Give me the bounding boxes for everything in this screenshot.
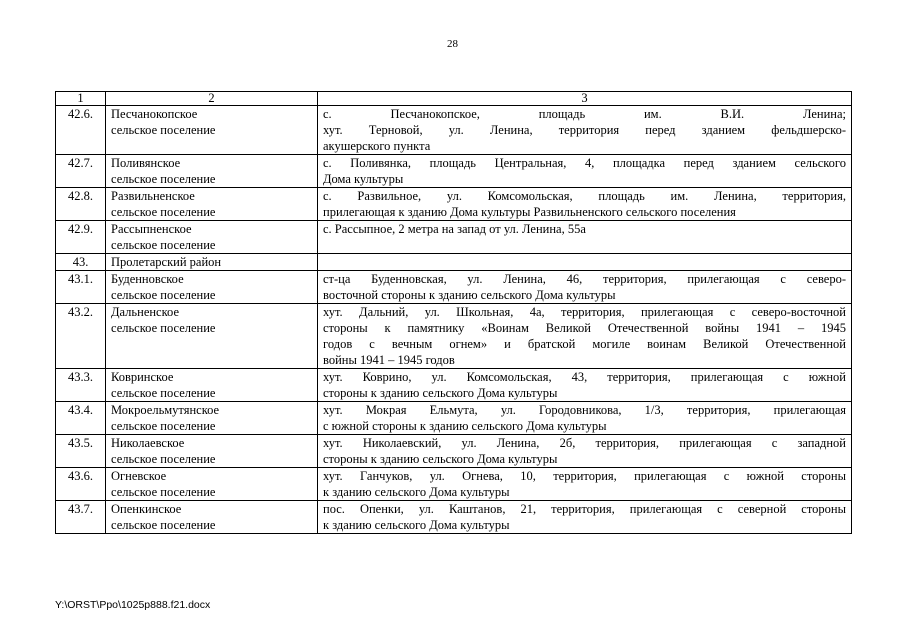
location-address — [318, 501, 852, 534]
address-line: хут. Дальний, ул. Школьная, 4а, территория, прилегающая с северо-восточной — [323, 305, 846, 319]
table-row — [56, 188, 852, 221]
address-line: хут. Коврино, ул. Комсомольская, 43, территория, прилегающая с южной — [323, 370, 846, 384]
table-row — [56, 304, 852, 369]
header-col-3: 3 — [318, 92, 852, 106]
table-row — [56, 254, 852, 271]
address-line: восточной стороны к зданию сельского Дома культуры — [323, 288, 616, 302]
settlement-name-line: Ковринское — [111, 370, 174, 384]
address-line: хут. Ганчуков, ул. Огнева, 10, территория, прилегающая с южной стороны — [323, 469, 846, 483]
address-line: с. Развильное, ул. Комсомольская, площадь им. Ленина, территория, — [323, 189, 846, 203]
location-address — [318, 468, 852, 501]
settlement-name-line: Рассыпненское — [111, 222, 192, 236]
table-row — [56, 435, 852, 468]
settlement-name — [106, 221, 318, 254]
settlement-name-line: сельское поселение — [111, 288, 216, 302]
row-number: 42.7. — [56, 155, 106, 188]
address-line: к зданию сельского Дома культуры — [323, 518, 510, 532]
address-line: акушерского пункта — [323, 139, 431, 153]
location-address — [318, 369, 852, 402]
settlement-name — [106, 435, 318, 468]
row-number: 42.9. — [56, 221, 106, 254]
header-col-2: 2 — [106, 92, 318, 106]
settlement-name-line: Буденновское — [111, 272, 184, 286]
settlement-name-line: сельское поселение — [111, 419, 216, 433]
settlement-name — [106, 271, 318, 304]
address-line: хут. Терновой, ул. Ленина, территория перед зданием фельдшерско- — [323, 123, 846, 137]
address-line: с. Рассыпное, 2 метра на запад от ул. Ленина, 55а — [323, 222, 586, 236]
settlement-name — [106, 468, 318, 501]
settlement-name-line: Огневское — [111, 469, 167, 483]
settlement-name — [106, 369, 318, 402]
address-line: пос. Опенки, ул. Каштанов, 21, территория, прилегающая с северной стороны — [323, 502, 846, 516]
row-number: 43.2. — [56, 304, 106, 369]
settlement-name-line: сельское поселение — [111, 172, 216, 186]
settlement-name-line: Развильненское — [111, 189, 195, 203]
settlement-name-line: сельское поселение — [111, 123, 216, 137]
location-address — [318, 402, 852, 435]
settlement-name — [106, 501, 318, 534]
settlement-name-line: сельское поселение — [111, 321, 216, 335]
address-line: ст-ца Буденновская, ул. Ленина, 46, территория, прилегающая с северо- — [323, 272, 846, 286]
address-line: хут. Николаевский, ул. Ленина, 2б, территория, прилегающая с западной — [323, 436, 846, 450]
settlement-name-line: Опенкинское — [111, 502, 182, 516]
settlement-name — [106, 402, 318, 435]
settlement-name-line: Николаевское — [111, 436, 185, 450]
address-line: с южной стороны к зданию сельского Дома культуры — [323, 419, 607, 433]
location-address — [318, 271, 852, 304]
address-line: войны 1941 – 1945 годов — [323, 353, 455, 367]
location-address — [318, 304, 852, 369]
row-number: 42.6. — [56, 106, 106, 155]
settlement-name-line: сельское поселение — [111, 238, 216, 252]
row-number: 42.8. — [56, 188, 106, 221]
address-line: с. Песчанокопское, площадь им. В.И. Ленина; — [323, 107, 846, 121]
settlement-name — [106, 106, 318, 155]
table-header-row — [56, 92, 852, 106]
address-line: годов с вечным огнем» и братской могиле воинам Великой Отечественной — [323, 337, 846, 351]
row-number: 43.4. — [56, 402, 106, 435]
row-number: 43.5. — [56, 435, 106, 468]
row-number: 43.6. — [56, 468, 106, 501]
location-address — [318, 435, 852, 468]
table-row — [56, 271, 852, 304]
row-number: 43.3. — [56, 369, 106, 402]
location-address — [318, 188, 852, 221]
table-row — [56, 369, 852, 402]
table-row — [56, 501, 852, 534]
table-row — [56, 468, 852, 501]
settlement-name-line: сельское поселение — [111, 518, 216, 532]
settlement-name — [106, 155, 318, 188]
settlement-name-line: Мокроельмутянское — [111, 403, 220, 417]
location-address — [318, 221, 852, 254]
address-line: стороны к зданию сельского Дома культуры — [323, 452, 558, 466]
address-line: прилегающая к зданию Дома культуры Развильненского сельского поселения — [323, 205, 736, 219]
address-line: к зданию сельского Дома культуры — [323, 485, 510, 499]
settlement-name-line: сельское поселение — [111, 205, 216, 219]
location-address — [318, 106, 852, 155]
row-number: 43. — [56, 254, 106, 271]
file-path-footer: Y:\ORST\Ppo\1025p888.f21.docx — [55, 599, 211, 611]
address-line: стороны к памятнику «Воинам Великой Отечественной войны 1941 – 1945 — [323, 321, 846, 335]
table-row — [56, 221, 852, 254]
table-row — [56, 402, 852, 435]
page-number: 28 — [447, 38, 458, 50]
locations-table — [55, 91, 852, 534]
settlement-name — [106, 254, 318, 271]
settlement-name-line: Поливянское — [111, 156, 181, 170]
row-number: 43.1. — [56, 271, 106, 304]
location-address — [318, 155, 852, 188]
settlement-name-line: Пролетарский район — [111, 255, 222, 269]
address-line: хут. Мокрая Ельмута, ул. Городовникова, 1/3, территория, прилегающая — [323, 403, 846, 417]
empty-address — [323, 254, 846, 270]
settlement-name — [106, 304, 318, 369]
table-row — [56, 155, 852, 188]
address-line: Дома культуры — [323, 172, 404, 186]
table-row — [56, 106, 852, 155]
table-body — [56, 92, 852, 534]
address-line: с. Поливянка, площадь Центральная, 4, площадка перед зданием сельского — [323, 156, 846, 170]
row-number: 43.7. — [56, 501, 106, 534]
header-col-1: 1 — [56, 92, 106, 106]
settlement-name-line: Дальненское — [111, 305, 179, 319]
settlement-name-line: сельское поселение — [111, 485, 216, 499]
settlement-name-line: сельское поселение — [111, 386, 216, 400]
settlement-name-line: Песчанокопское — [111, 107, 198, 121]
settlement-name — [106, 188, 318, 221]
settlement-name-line: сельское поселение — [111, 452, 216, 466]
location-address — [318, 254, 852, 271]
address-line: стороны к зданию сельского Дома культуры — [323, 386, 558, 400]
